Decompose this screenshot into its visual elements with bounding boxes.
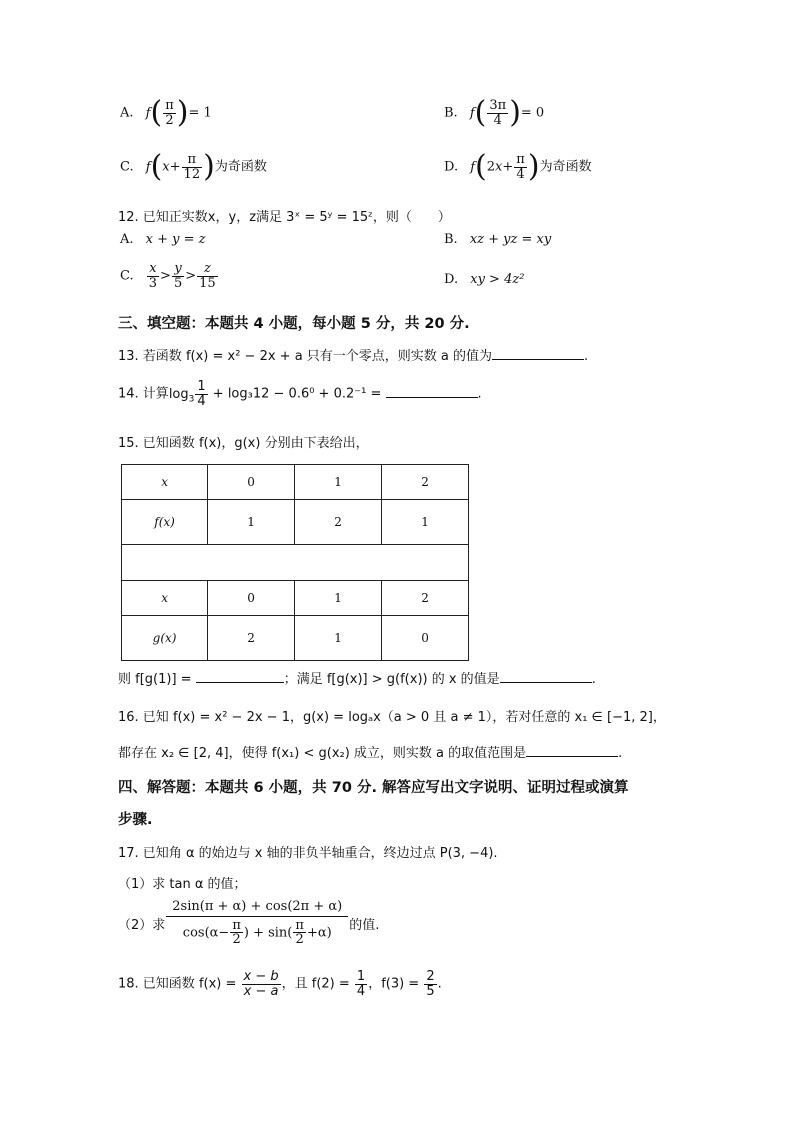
q11-option-b: B. f( $\frac{3\pi}{4}$ )= 0 [444,95,545,130]
q12-option-b: B. xz + yz = xy [444,232,552,247]
q15-answer-blank-2[interactable] [500,670,592,683]
table-spacer-row [122,545,469,581]
q11-option-c: C. f(x+ $\frac{\pi}{12}$ )为奇函数 [120,149,267,184]
q14-answer-blank[interactable] [386,385,478,398]
q16-line-1: 16. 已知 f(x) = x² − 2x − 1，g(x) = logₐx（a > 0 且 a ≠ 1），若对任意的 x₁ ∈ [−1, 2]， [118,710,666,725]
q15-table-f: x 0 1 2 f(x) 1 2 1 x 0 1 2 g(x) 2 1 0 [121,464,469,661]
q15-stem: 15. 已知函数 f(x)，g(x) 分别由下表给出， [118,436,369,451]
q13: 13. 若函数 f(x) = x² − 2x + a 只有一个零点，则实数 a 的值为 . [118,349,589,364]
q17-stem: 17. 已知角 α 的始边与 x 轴的非负半轴重合，终边过点 P(3, −4). [118,846,498,861]
section-3-heading: 三、填空题：本题共 4 小题，每小题 5 分，共 20 分. [118,316,470,332]
q17-part-2: （2）求 2sin(π + α) + cos(2π + α) cos(α− $\frac{\pi}{2}$ ) + sin( $\frac{\pi}{2}$ +α) 的值. [118,899,380,948]
q14: 14. 计算$\log_3$ $\frac{1}{4}$ + log₃12 − 0.6⁰ + 0.2⁻¹ = . [118,379,482,409]
q13-answer-blank[interactable] [492,347,584,360]
q16-answer-blank[interactable] [526,744,618,757]
section-4-heading: 四、解答题：本题共 6 小题，共 70 分. 解答应写出文字说明、证明过程或演算 [118,780,629,796]
q17-part-1: （1）求 tan α 的值； [118,877,247,892]
q16-line-2: 都存在 x₂ ∈ [2, 4]，使得 f(x₁) < g(x₂) 成立，则实数 a 的取值范围是 . [118,746,623,761]
q12-option-a: A. x + y = z [120,232,206,247]
q12-option-c: C. $\frac{x}{3}$ > $\frac{y}{5}$ > $\frac{z}{15}$ [120,261,216,291]
q15-answer-line: 则 f[g(1)] = ；满足 f[g(x)] > g(f(x)) 的 x 的值是 . [118,672,596,687]
q12-stem: 12. 已知正实数x，y，z满足 3ˣ = 5ʸ = 15ᶻ，则（ ） [118,210,451,225]
q12-option-d: D. xy > 4z² [444,272,525,287]
section-4-heading-cont: 步骤. [118,812,153,828]
q18-stem: 18. 已知函数 f(x) = $\frac{x - b}{x - a}$ ，且 f(2) = $\frac{1}{4}$ ，f(3) = $\frac{2}{5}$ . [118,969,442,999]
q11-option-d: D. f(2x+ $\frac{\pi}{4}$ )为奇函数 [444,149,592,184]
q11-option-a: A. f( $\frac{\pi}{2}$ )= 1 [120,95,212,130]
q15-answer-blank-1[interactable] [196,670,284,683]
